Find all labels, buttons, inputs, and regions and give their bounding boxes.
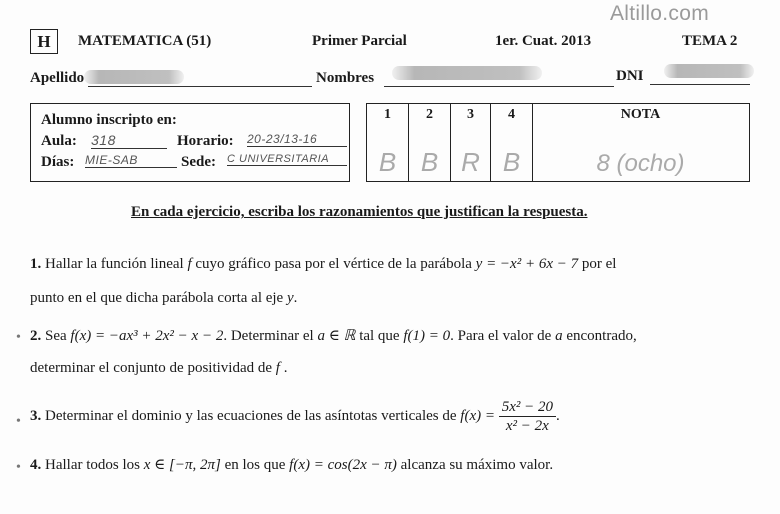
- grade-cell-4: [491, 104, 533, 181]
- subject-title: MATEMATICA (51): [78, 33, 212, 49]
- exercise-4-line: [30, 455, 553, 474]
- grade-table: [366, 103, 750, 182]
- exercise-3-fraction: [499, 398, 556, 435]
- horario-label: Horario:: [177, 133, 234, 149]
- exercise-3-numerator: 5x² − 20: [499, 398, 556, 417]
- exercise-2-a: a: [555, 328, 563, 344]
- exercise-3-text-b: .: [556, 408, 560, 424]
- grade-value-2: B: [420, 147, 439, 177]
- dni-label: DNI: [616, 68, 644, 84]
- apellido-label: Apellido: [30, 70, 85, 86]
- exercise-2-text-f: determinar el conjunto de positividad de: [30, 360, 273, 376]
- exercise-3-mark: •: [16, 414, 21, 429]
- exercise-2-number: 2.: [30, 328, 42, 344]
- grade-header-1: 1: [384, 107, 391, 122]
- exercise-2-mark: •: [16, 330, 21, 345]
- exercise-4-function: f(x) = cos(2x − π): [289, 457, 397, 473]
- sede-value: C UNIVERSITARIA: [227, 153, 347, 166]
- exercise-3-text-a: Determinar el dominio y las ecuaciones de las asíntotas verticales de: [45, 408, 457, 424]
- exercise-1-parabola: y = −x² + 6x − 7: [475, 256, 579, 272]
- exercise-4-interval: x ∈ [−π, 2π]: [143, 457, 221, 473]
- dias-label: Días:: [41, 154, 75, 170]
- exercise-1-text-d: punto en el que dicha parábola corta al eje: [30, 290, 284, 306]
- apellido-line: [88, 86, 312, 87]
- nombres-line: [384, 86, 614, 87]
- sede-label: Sede:: [181, 154, 216, 170]
- exercise-2-condition: f(1) = 0: [403, 328, 451, 344]
- exercise-1-text-c: por el: [581, 256, 617, 272]
- nombres-label: Nombres: [316, 70, 375, 86]
- exercise-4-mark: •: [16, 460, 21, 475]
- grade-cell-1: [367, 104, 409, 181]
- exercise-4-text-b: en los que: [224, 457, 286, 473]
- exercise-2-text-a: Sea: [45, 328, 67, 344]
- exercise-4-text-c: alcanza su máximo valor.: [400, 457, 554, 473]
- watermark-logo: Altillo.com: [610, 2, 709, 25]
- theme-letter-box: H: [30, 29, 58, 54]
- aula-label: Aula:: [41, 133, 77, 149]
- exercise-4-text-a: Hallar todos los: [45, 457, 140, 473]
- grade-value-1: B: [378, 147, 397, 177]
- exam-title: Primer Parcial: [312, 33, 407, 49]
- enrollment-box: [30, 103, 350, 182]
- aula-value: 318: [91, 132, 167, 149]
- exercise-2-text-g: .: [283, 360, 288, 376]
- exercise-3-number: 3.: [30, 408, 42, 424]
- grade-cell-nota: [533, 104, 748, 181]
- exercise-1-text-b: cuyo gráfico pasa por el vértice de la parábola: [195, 256, 472, 272]
- grade-cell-2: [409, 104, 451, 181]
- dni-redaction: [664, 64, 754, 78]
- exercise-2-text-d: . Para el valor de: [450, 328, 552, 344]
- exercise-2-text-e: encontrado,: [566, 328, 637, 344]
- grade-header-2: 2: [426, 107, 433, 122]
- nombres-redaction: [392, 66, 542, 80]
- exercise-2-f: f: [275, 360, 280, 376]
- exercise-3-lhs: f(x) =: [460, 408, 495, 424]
- exercise-3-line: [30, 394, 560, 438]
- grade-header-4: 4: [508, 107, 515, 122]
- exercise-3-denominator: x² − 2x: [505, 418, 549, 435]
- dias-value: MIE-SAB: [85, 153, 177, 168]
- exercise-4-number: 4.: [30, 457, 42, 473]
- theme-label: TEMA 2: [682, 33, 738, 49]
- exercise-1-axis: y: [286, 290, 294, 306]
- exercise-2-text-c: tal que: [359, 328, 400, 344]
- exercise-1-text-e: .: [293, 290, 298, 306]
- enrollment-title: Alumno inscripto en:: [41, 112, 177, 128]
- exercise-2-line-2: [30, 360, 287, 377]
- horario-value: 20-23/13-16: [247, 132, 347, 147]
- exercise-2-a-in-r: a ∈ ℝ: [317, 328, 356, 344]
- exercise-1-function: f: [187, 256, 192, 272]
- grade-value-4: B: [502, 147, 521, 177]
- exercise-2-text-b: . Determinar el: [223, 328, 314, 344]
- instructions: En cada ejercicio, escriba los razonamientos que justifican la respuesta.: [131, 204, 588, 220]
- dni-line: [650, 84, 750, 85]
- exercise-1-line-1: [30, 256, 616, 273]
- exercise-2-line-1: [30, 326, 637, 345]
- exercise-1-line-2: [30, 290, 297, 307]
- nota-value: 8 (ocho): [596, 150, 685, 177]
- grade-cell-3: [451, 104, 491, 181]
- exercise-1-text-a: Hallar la función lineal: [45, 256, 184, 272]
- grade-value-3: R: [461, 147, 480, 177]
- term-label: 1er. Cuat. 2013: [495, 33, 592, 49]
- apellido-redaction: [84, 70, 184, 84]
- nota-header: NOTA: [620, 107, 661, 122]
- exercise-2-function: f(x) = −ax³ + 2x² − x − 2: [70, 328, 224, 344]
- exercise-1-number: 1.: [30, 256, 42, 272]
- grade-header-3: 3: [467, 107, 474, 122]
